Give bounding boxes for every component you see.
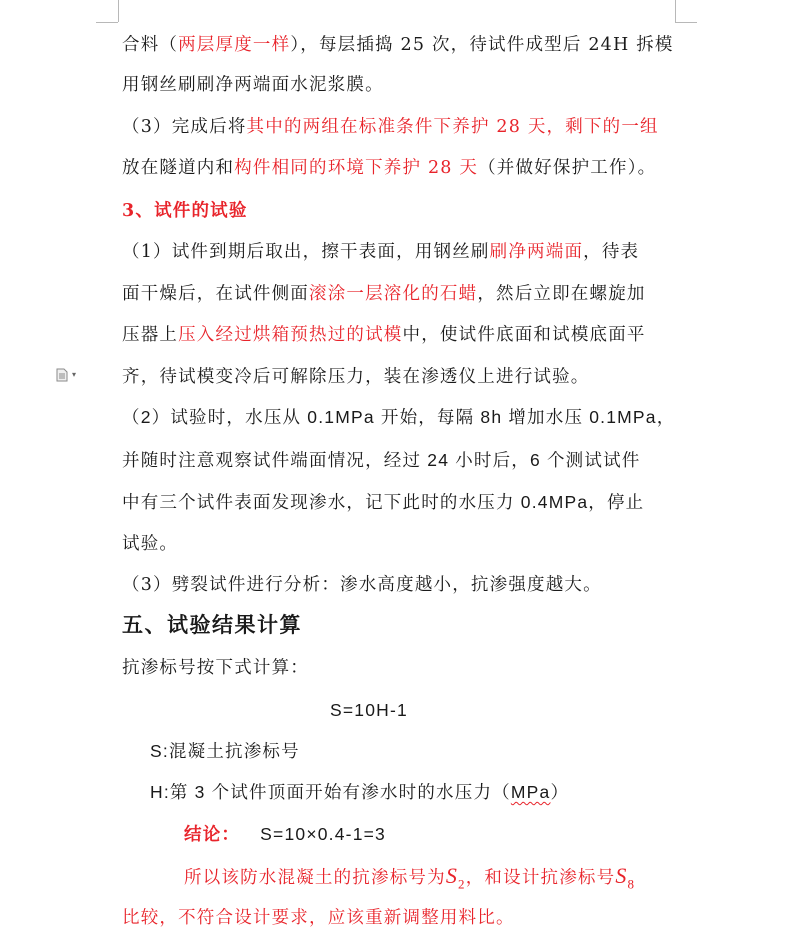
paragraph-line bbox=[122, 448, 640, 472]
section-heading: 3、试件的试验 bbox=[122, 201, 248, 221]
formula: S=10H-1 bbox=[330, 700, 408, 720]
paragraph-line bbox=[122, 156, 656, 180]
paragraph-line bbox=[122, 656, 309, 680]
text-run: 面干燥后，在试件侧面 bbox=[122, 284, 309, 304]
definition-s: S:混凝土抗渗标号 bbox=[150, 741, 300, 761]
document-icon[interactable] bbox=[56, 368, 68, 382]
text-run: （2）试验时，水压从 0.1MPa 开始，每隔 8h 增加水压 0.1MPa， bbox=[122, 407, 676, 427]
text-run: 并随时注意观察试件端面情况，经过 24 小时后，6 个测试试件 bbox=[122, 450, 641, 470]
spellcheck-underline-text: MPa bbox=[510, 782, 551, 802]
highlight-text: 滚涂一层溶化的石蜡 bbox=[309, 284, 478, 304]
conclusion-label: 结论： bbox=[184, 824, 241, 844]
math-symbol: S bbox=[615, 863, 628, 888]
math-s8 bbox=[615, 863, 636, 892]
margin-corner-mark bbox=[96, 22, 118, 23]
math-s2 bbox=[445, 863, 466, 892]
highlight-text: 其中的两组在标准条件下养护 28 天，剩下的一组 bbox=[246, 117, 659, 137]
definition-h bbox=[150, 780, 569, 804]
text-run: H:第 3 个试件顶面开始有渗水时的水压力（ bbox=[150, 782, 511, 802]
conclusion-expression: S=10×0.4-1=3 bbox=[260, 824, 386, 844]
highlight-text: 刷净两端面 bbox=[489, 242, 584, 262]
text-run: 抗渗标号按下式计算： bbox=[122, 658, 309, 678]
text-run: ，待表 bbox=[583, 242, 640, 262]
text-run: 压器上 bbox=[122, 325, 179, 345]
math-symbol: S bbox=[445, 863, 459, 888]
math-subscript: 8 bbox=[627, 876, 636, 892]
highlight-text: 两层厚度一样 bbox=[178, 35, 291, 55]
margin-corner-mark bbox=[118, 0, 119, 22]
paragraph-line bbox=[122, 73, 384, 97]
text-run: 所以该防水混凝土的抗渗标号为 bbox=[184, 868, 446, 888]
paragraph-line bbox=[122, 282, 646, 306]
chapter-heading: 五、试验结果计算 bbox=[122, 612, 302, 637]
conclusion-line bbox=[184, 822, 386, 846]
final-line bbox=[184, 864, 635, 896]
text-run: （并做好保护工作）。 bbox=[478, 158, 657, 178]
paragraph-line bbox=[122, 490, 644, 514]
chevron-down-icon[interactable]: ▾ bbox=[72, 370, 77, 379]
paragraph-line bbox=[122, 33, 674, 57]
highlight-text: 压入经过烘箱预热过的试模 bbox=[178, 325, 403, 345]
paragraph-line bbox=[122, 573, 602, 597]
paragraph-line bbox=[122, 115, 659, 139]
text-run: ，然后立即在螺旋加 bbox=[477, 284, 646, 304]
paragraph-line bbox=[122, 532, 178, 556]
margin-corner-mark bbox=[675, 22, 697, 23]
math-subscript: 2 bbox=[458, 876, 466, 892]
text-run: 比较，不符合设计要求，应该重新调整用料比。 bbox=[122, 908, 515, 928]
text-run: 合料（ bbox=[122, 35, 179, 55]
highlight-text: 构件相同的环境下养护 28 天 bbox=[234, 158, 479, 178]
text-run: 放在隧道内和 bbox=[122, 158, 235, 178]
text-run: 中有三个试件表面发现渗水，记下此时的水压力 0.4MPa，停止 bbox=[122, 492, 645, 512]
text-run: 用钢丝刷刷净两端面水泥浆膜。 bbox=[122, 75, 384, 95]
text-run: 齐，待试模变冷后可解除压力，装在渗透仪上进行试验。 bbox=[122, 367, 590, 387]
paragraph-line bbox=[122, 405, 675, 429]
text-run: 试验。 bbox=[122, 534, 179, 554]
text-run: 中，使试件底面和试模底面平 bbox=[402, 325, 646, 345]
paragraph-line bbox=[122, 323, 646, 347]
text-run: （3）完成后将 bbox=[122, 117, 247, 137]
text-run: （1）试件到期后取出，擦干表面，用钢丝刷 bbox=[122, 242, 490, 262]
text-run: （3）劈裂试件进行分析：渗水高度越小，抗渗强度越大。 bbox=[122, 575, 602, 595]
margin-corner-mark bbox=[675, 0, 676, 22]
paragraph-line bbox=[122, 906, 515, 930]
text-run: ，和设计抗渗标号 bbox=[465, 868, 616, 888]
paragraph-line bbox=[122, 365, 590, 389]
text-run: ） bbox=[550, 782, 570, 802]
text-run: ），每层插捣 25 次，待试件成型后 24H 拆模 bbox=[290, 35, 674, 55]
paragraph-line bbox=[122, 240, 639, 264]
